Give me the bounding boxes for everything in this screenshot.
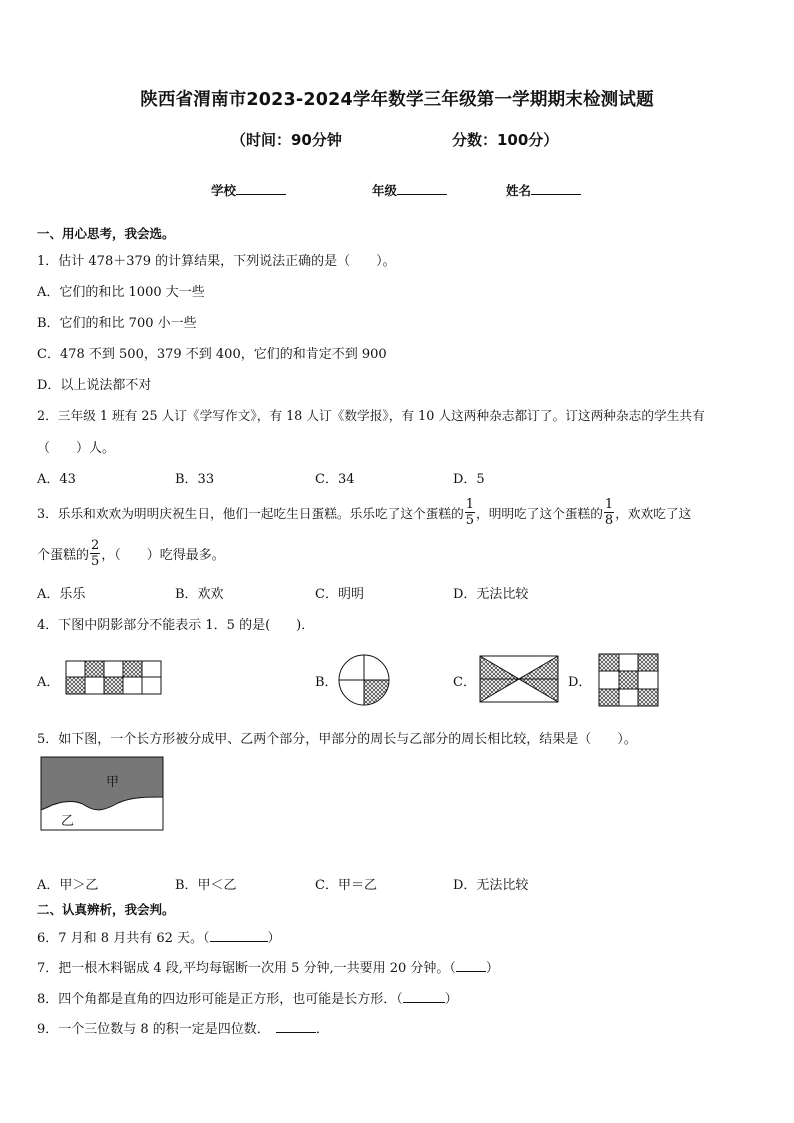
question-1-option-d[interactable]: D．以上说法都不对 [37,378,152,393]
question-7 [37,957,499,976]
question-6 [37,927,281,946]
question-4-option-c-label[interactable]: C． [453,675,476,690]
figure-a-grid [66,661,161,694]
question-2-stem-line2: （ ）人。 [37,441,116,456]
question-1-option-c[interactable]: C．478 不到 500，379 不到 400，它们的和肯定不到 900 [37,347,387,362]
figure-b-circle [339,655,389,705]
fraction-numerator: 1 [465,496,475,512]
name-label: 姓名 [506,183,532,198]
question-7-text: 7．把一根木料锯成 4 段,平均每锯断一次用 5 分钟,一共要用 20 分钟。（ [37,961,456,976]
question-7-answer-blank[interactable] [456,958,486,972]
question-1-stem: 1．估计 478＋379 的计算结果，下列说法正确的是（ ）。 [37,254,396,269]
question-2-option-d[interactable]: D．5 [453,472,485,487]
question-4-stem: 4．下图中阴影部分不能表示 1．5 的是( )． [37,618,315,633]
question-4-option-d-label[interactable]: D． [568,675,592,690]
question-7-close: ） [485,961,499,976]
question-3-text-1: 3．乐乐和欢欢为明明庆祝生日，他们一起吃生日蛋糕。乐乐吃了这个蛋糕的 [37,505,464,521]
question-3-text-5: ，（ ）吃得最多。 [101,547,225,563]
question-6-close: ） [267,931,281,946]
question-8-text: 8．四个角都是直角的四边形可能是正方形，也可能是长方形．（ [37,992,403,1007]
exam-score: 分数：100分） [452,131,559,149]
fraction-numerator: 2 [91,537,100,553]
figure-c-bowtie [480,656,558,702]
question-5-option-c[interactable]: C．甲＝乙 [315,878,377,893]
question-6-text: 6．7 月和 8 月共有 62 天。（ [37,931,210,946]
question-6-answer-blank[interactable] [210,928,268,942]
question-2-option-b[interactable]: B．33 [175,472,215,487]
question-5-figure [41,757,163,830]
region-yi-label: 乙 [61,814,75,829]
question-9-answer-blank[interactable] [276,1019,316,1033]
question-3-option-c[interactable]: C．明明 [315,587,364,602]
figure-d-grid [599,654,658,706]
school-label: 学校 [211,183,237,198]
question-3-option-a[interactable]: A．乐乐 [37,587,86,602]
grade-label: 年级 [372,183,398,198]
section-2-heading: 二、认真辨析，我会判。 [37,902,175,917]
question-4-option-b-label[interactable]: B． [315,675,338,690]
question-3-text-3: ，欢欢吃了这 [615,505,692,521]
fraction-denominator: 5 [465,512,475,528]
question-8-answer-blank[interactable] [403,989,445,1003]
question-2-stem-line1: 2．三年级 1 班有 25 人订《学写作文》，有 18 人订《数学报》，有 10 人这两种杂志都订了。订这两种杂志的学生共有 [37,408,705,423]
question-5-option-b[interactable]: B．甲＜乙 [175,878,237,893]
question-3-text-2: ，明明吃了这个蛋糕的 [476,505,603,521]
question-9-text: 9．一个三位数与 8 的积一定是四位数． [37,1022,270,1037]
question-9 [37,1018,329,1037]
fraction-numerator: 1 [604,496,614,512]
question-1-option-a[interactable]: A．它们的和比 1000 大一些 [37,285,205,300]
exam-time: （时间：90分钟 [231,131,342,149]
page-title: 陕西省渭南市2023-2024学年数学三年级第一学期期末检测试题 [140,90,654,110]
question-8 [37,988,458,1007]
fraction-denominator: 5 [91,553,100,569]
question-2-option-a[interactable]: A．43 [37,472,76,487]
question-4-option-a-label[interactable]: A． [37,675,60,690]
question-5-stem: 5．如下图，一个长方形被分成甲、乙两个部分，甲部分的周长与乙部分的周长相比较，结果是（ ）。 [37,732,637,747]
question-3-option-b[interactable]: B．欢欢 [175,587,224,602]
question-5-option-a[interactable]: A．甲＞乙 [37,878,99,893]
question-3-text-4: 个蛋糕的 [37,547,90,563]
question-5-option-d[interactable]: D．无法比较 [453,878,529,893]
question-2-option-c[interactable]: C．34 [315,472,355,487]
question-1-option-b[interactable]: B．它们的和比 700 小一些 [37,316,197,331]
question-9-close: ． [315,1022,329,1037]
region-jia-label: 甲 [106,775,120,790]
fraction-denominator: 8 [604,512,614,528]
question-8-close: ） [444,992,458,1007]
section-1-heading: 一、用心思考，我会选。 [37,226,175,241]
question-3-option-d[interactable]: D．无法比较 [453,587,529,602]
